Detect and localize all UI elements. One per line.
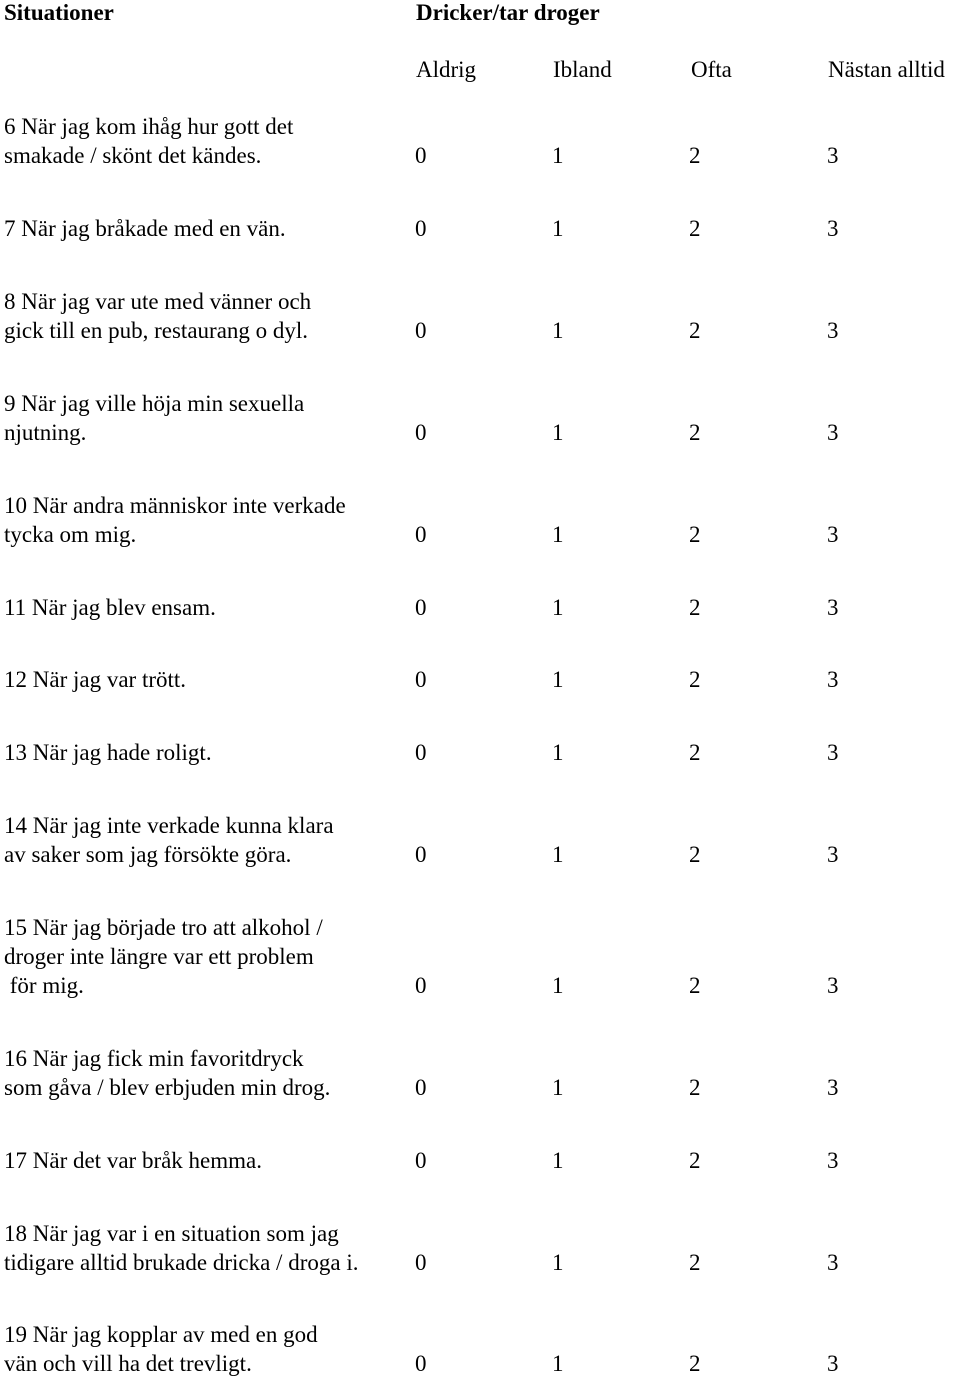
- answer-option-2[interactable]: 2: [689, 595, 701, 620]
- answer-option-3[interactable]: 3: [827, 1351, 839, 1376]
- answer-option-0[interactable]: 0: [415, 842, 427, 867]
- answer-option-3[interactable]: 3: [827, 318, 839, 343]
- answer-option-0[interactable]: 0: [415, 420, 427, 445]
- drinks-heading: Dricker/tar droger: [416, 0, 600, 25]
- question-text: 12 När jag var trött.: [4, 667, 187, 692]
- answer-option-1[interactable]: 1: [552, 595, 564, 620]
- answer-option-2[interactable]: 2: [689, 740, 701, 765]
- answer-option-2[interactable]: 2: [689, 420, 701, 445]
- question-text: 19 När jag kopplar av med en god vän och vill ha det trevligt.: [4, 1322, 318, 1376]
- answer-option-1[interactable]: 1: [552, 420, 564, 445]
- answer-option-1[interactable]: 1: [552, 318, 564, 343]
- scale-label-never: Aldrig: [416, 57, 477, 82]
- answer-option-0[interactable]: 0: [415, 740, 427, 765]
- answer-option-3[interactable]: 3: [827, 842, 839, 867]
- answer-option-1[interactable]: 1: [552, 216, 564, 241]
- answer-option-0[interactable]: 0: [415, 1075, 427, 1100]
- answer-option-3[interactable]: 3: [827, 216, 839, 241]
- answer-option-2[interactable]: 2: [689, 216, 701, 241]
- answer-option-0[interactable]: 0: [415, 595, 427, 620]
- answer-option-2[interactable]: 2: [689, 842, 701, 867]
- answer-option-0[interactable]: 0: [415, 1351, 427, 1376]
- answer-option-3[interactable]: 3: [827, 1148, 839, 1173]
- answer-option-3[interactable]: 3: [827, 1250, 839, 1275]
- question-text: 15 När jag började tro att alkohol / droger inte längre var ett problem för mig.: [4, 915, 323, 998]
- answer-option-0[interactable]: 0: [415, 143, 427, 168]
- answer-option-1[interactable]: 1: [552, 1351, 564, 1376]
- answer-option-0[interactable]: 0: [415, 1250, 427, 1275]
- answer-option-0[interactable]: 0: [415, 973, 427, 998]
- answer-option-1[interactable]: 1: [552, 973, 564, 998]
- answer-option-1[interactable]: 1: [552, 1250, 564, 1275]
- answer-option-2[interactable]: 2: [689, 143, 701, 168]
- question-text: 7 När jag bråkade med en vän.: [4, 216, 286, 241]
- question-text: 13 När jag hade roligt.: [4, 740, 212, 765]
- question-text: 18 När jag var i en situation som jag tidigare alltid brukade dricka / droga i.: [4, 1221, 359, 1275]
- question-text: 9 När jag ville höja min sexuella njutning.: [4, 391, 305, 445]
- answer-option-2[interactable]: 2: [689, 667, 701, 692]
- answer-option-1[interactable]: 1: [552, 842, 564, 867]
- question-text: 17 När det var bråk hemma.: [4, 1148, 263, 1173]
- question-text: 10 När andra människor inte verkade tycka om mig.: [4, 493, 346, 547]
- scale-label-almost-always: Nästan alltid: [828, 57, 945, 82]
- answer-option-3[interactable]: 3: [827, 522, 839, 547]
- answer-option-1[interactable]: 1: [552, 740, 564, 765]
- answer-option-3[interactable]: 3: [827, 143, 839, 168]
- answer-option-0[interactable]: 0: [415, 522, 427, 547]
- answer-option-0[interactable]: 0: [415, 667, 427, 692]
- answer-option-3[interactable]: 3: [827, 973, 839, 998]
- answer-option-2[interactable]: 2: [689, 1351, 701, 1376]
- question-text: 11 När jag blev ensam.: [4, 595, 216, 620]
- answer-option-1[interactable]: 1: [552, 1148, 564, 1173]
- answer-option-3[interactable]: 3: [827, 740, 839, 765]
- answer-option-2[interactable]: 2: [689, 973, 701, 998]
- answer-option-2[interactable]: 2: [689, 1148, 701, 1173]
- answer-option-2[interactable]: 2: [689, 1250, 701, 1275]
- scale-label-often: Ofta: [691, 57, 732, 82]
- question-text: 14 När jag inte verkade kunna klara av saker som jag försökte göra.: [4, 813, 334, 867]
- situations-heading: Situationer: [4, 0, 114, 25]
- question-text: 16 När jag fick min favoritdryck som gåva / blev erbjuden min drog.: [4, 1046, 331, 1100]
- answer-option-1[interactable]: 1: [552, 522, 564, 547]
- question-text: 8 När jag var ute med vänner och gick till en pub, restaurang o dyl.: [4, 289, 312, 343]
- answer-option-0[interactable]: 0: [415, 1148, 427, 1173]
- answer-option-3[interactable]: 3: [827, 1075, 839, 1100]
- question-text: 6 När jag kom ihåg hur gott det smakade / skönt det kändes.: [4, 114, 294, 168]
- answer-option-3[interactable]: 3: [827, 595, 839, 620]
- answer-option-1[interactable]: 1: [552, 667, 564, 692]
- answer-option-1[interactable]: 1: [552, 143, 564, 168]
- answer-option-3[interactable]: 3: [827, 667, 839, 692]
- answer-option-1[interactable]: 1: [552, 1075, 564, 1100]
- answer-option-2[interactable]: 2: [689, 522, 701, 547]
- answer-option-2[interactable]: 2: [689, 1075, 701, 1100]
- answer-option-3[interactable]: 3: [827, 420, 839, 445]
- answer-option-0[interactable]: 0: [415, 216, 427, 241]
- scale-label-sometimes: Ibland: [553, 57, 612, 82]
- answer-option-2[interactable]: 2: [689, 318, 701, 343]
- answer-option-0[interactable]: 0: [415, 318, 427, 343]
